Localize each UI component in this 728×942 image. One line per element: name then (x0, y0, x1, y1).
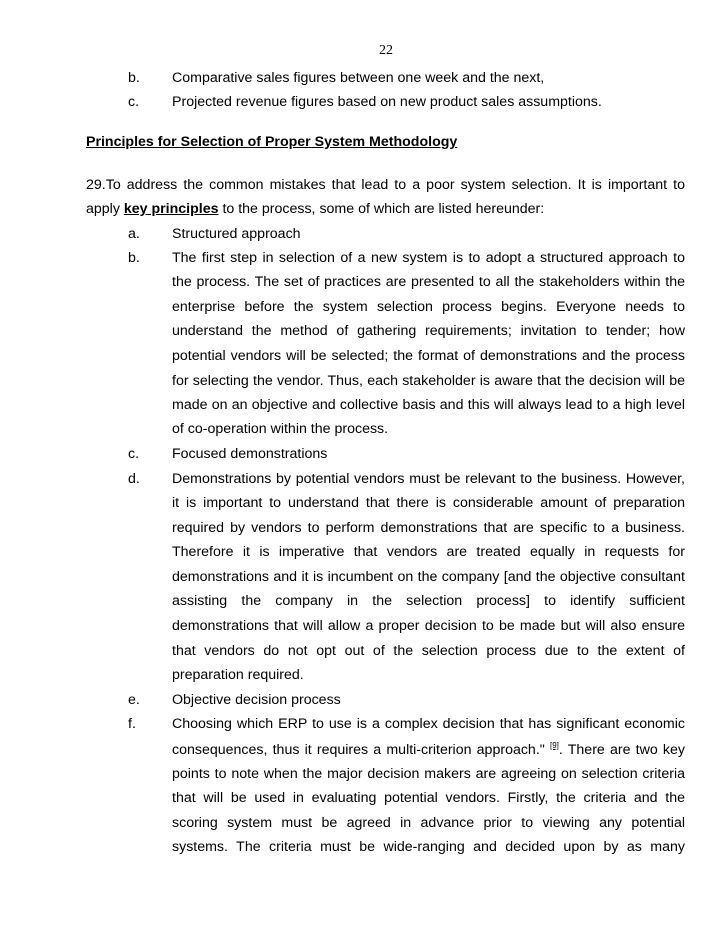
list-item-text: Structured approach (172, 226, 301, 242)
list-item-text: of co-operation within the process. (172, 421, 389, 437)
list-item-label: c. (128, 446, 140, 462)
list-item-text: Demonstrations by potential vendors must be relevant to the business. However, (172, 471, 685, 487)
reference-link[interactable]: [9] (549, 741, 559, 750)
list-item-text: for selecting the vendor. Thus, each stakeholder is aware that the decision will be (172, 373, 685, 389)
list-item-label: f. (128, 716, 136, 732)
list-item-text: Focused demonstrations (172, 446, 328, 462)
list-item-text: points to note when the major decision makers are agreeing on selection criteria (172, 766, 685, 782)
text-run: to the process, some of which are listed hereunder: (218, 201, 545, 217)
list-item-text: it is important to understand that there is considerable amount of preparation (172, 495, 685, 511)
key-principles-emphasis: key principles (123, 201, 219, 217)
list-item-text: enterprise before the system selection process begins. Everyone needs to (172, 299, 685, 315)
list-item-text: potential vendors will be selected; the format of demonstrations and the process (172, 348, 685, 364)
list-item-text: scoring system must be agreed in advance prior to viewing any potential (172, 815, 685, 831)
list-item-text: preparation required. (172, 667, 304, 683)
list-item-text: The first step in selection of a new system is to adopt a structured approach to (172, 250, 685, 266)
section-heading: Principles for Selection of Proper System Methodology (86, 134, 458, 150)
paragraph-text: 29.To address the common mistakes that lead to a poor system selection. It is important to (86, 177, 685, 193)
list-item-text: that vendors do not opt out of the selection process due to the extent of (172, 643, 685, 659)
list-item-text: Choosing which ERP to use is a complex decision that has significant economic (172, 716, 685, 732)
list-item-label: b. (128, 250, 140, 266)
list-item-label: c. (128, 94, 140, 110)
text-run: apply (86, 201, 124, 217)
list-item-text: demonstrations and it is incumbent on the company [and the objective consultant (172, 569, 685, 585)
page-number: 22 (379, 43, 393, 58)
text-run: . There are two key (558, 742, 685, 758)
list-item-text: assisting the company in the selection process] to identify sufficient (172, 593, 685, 609)
list-item-text: that will be used in evaluating potential vendors. Firstly, the criteria and the (172, 790, 685, 806)
list-item-text: demonstrations that will allow a proper decision to be made but will also ensure (172, 618, 685, 634)
list-item-text: Objective decision process (172, 692, 341, 708)
list-item-label: b. (128, 70, 140, 86)
list-item-label: e. (128, 692, 140, 708)
list-item-text: Comparative sales figures between one week and the next, (172, 70, 545, 86)
paragraph-text (86, 201, 685, 217)
list-item-text: required by vendors to perform demonstrations that are specific to a business. (172, 520, 685, 536)
list-item-text: the process. The set of practices are presented to all the stakeholders within the (172, 274, 685, 290)
list-item-text (172, 741, 685, 758)
list-item-label: a. (128, 226, 140, 242)
text-run: consequences, thus it requires a multi-criterion approach." (172, 742, 550, 758)
list-item-text: Projected revenue figures based on new product sales assumptions. (172, 94, 602, 110)
list-item-text: systems. The criteria must be wide-ranging and decided upon by as many (172, 839, 685, 855)
list-item-label: d. (128, 471, 140, 487)
list-item-text: made on an objective and collective basis and this will always lead to a high level (172, 397, 685, 413)
list-item-text: understand the method of gathering requirements; invitation to tender; how (172, 323, 685, 339)
list-item-text: Therefore it is imperative that vendors are treated equally in requests for (172, 544, 685, 560)
